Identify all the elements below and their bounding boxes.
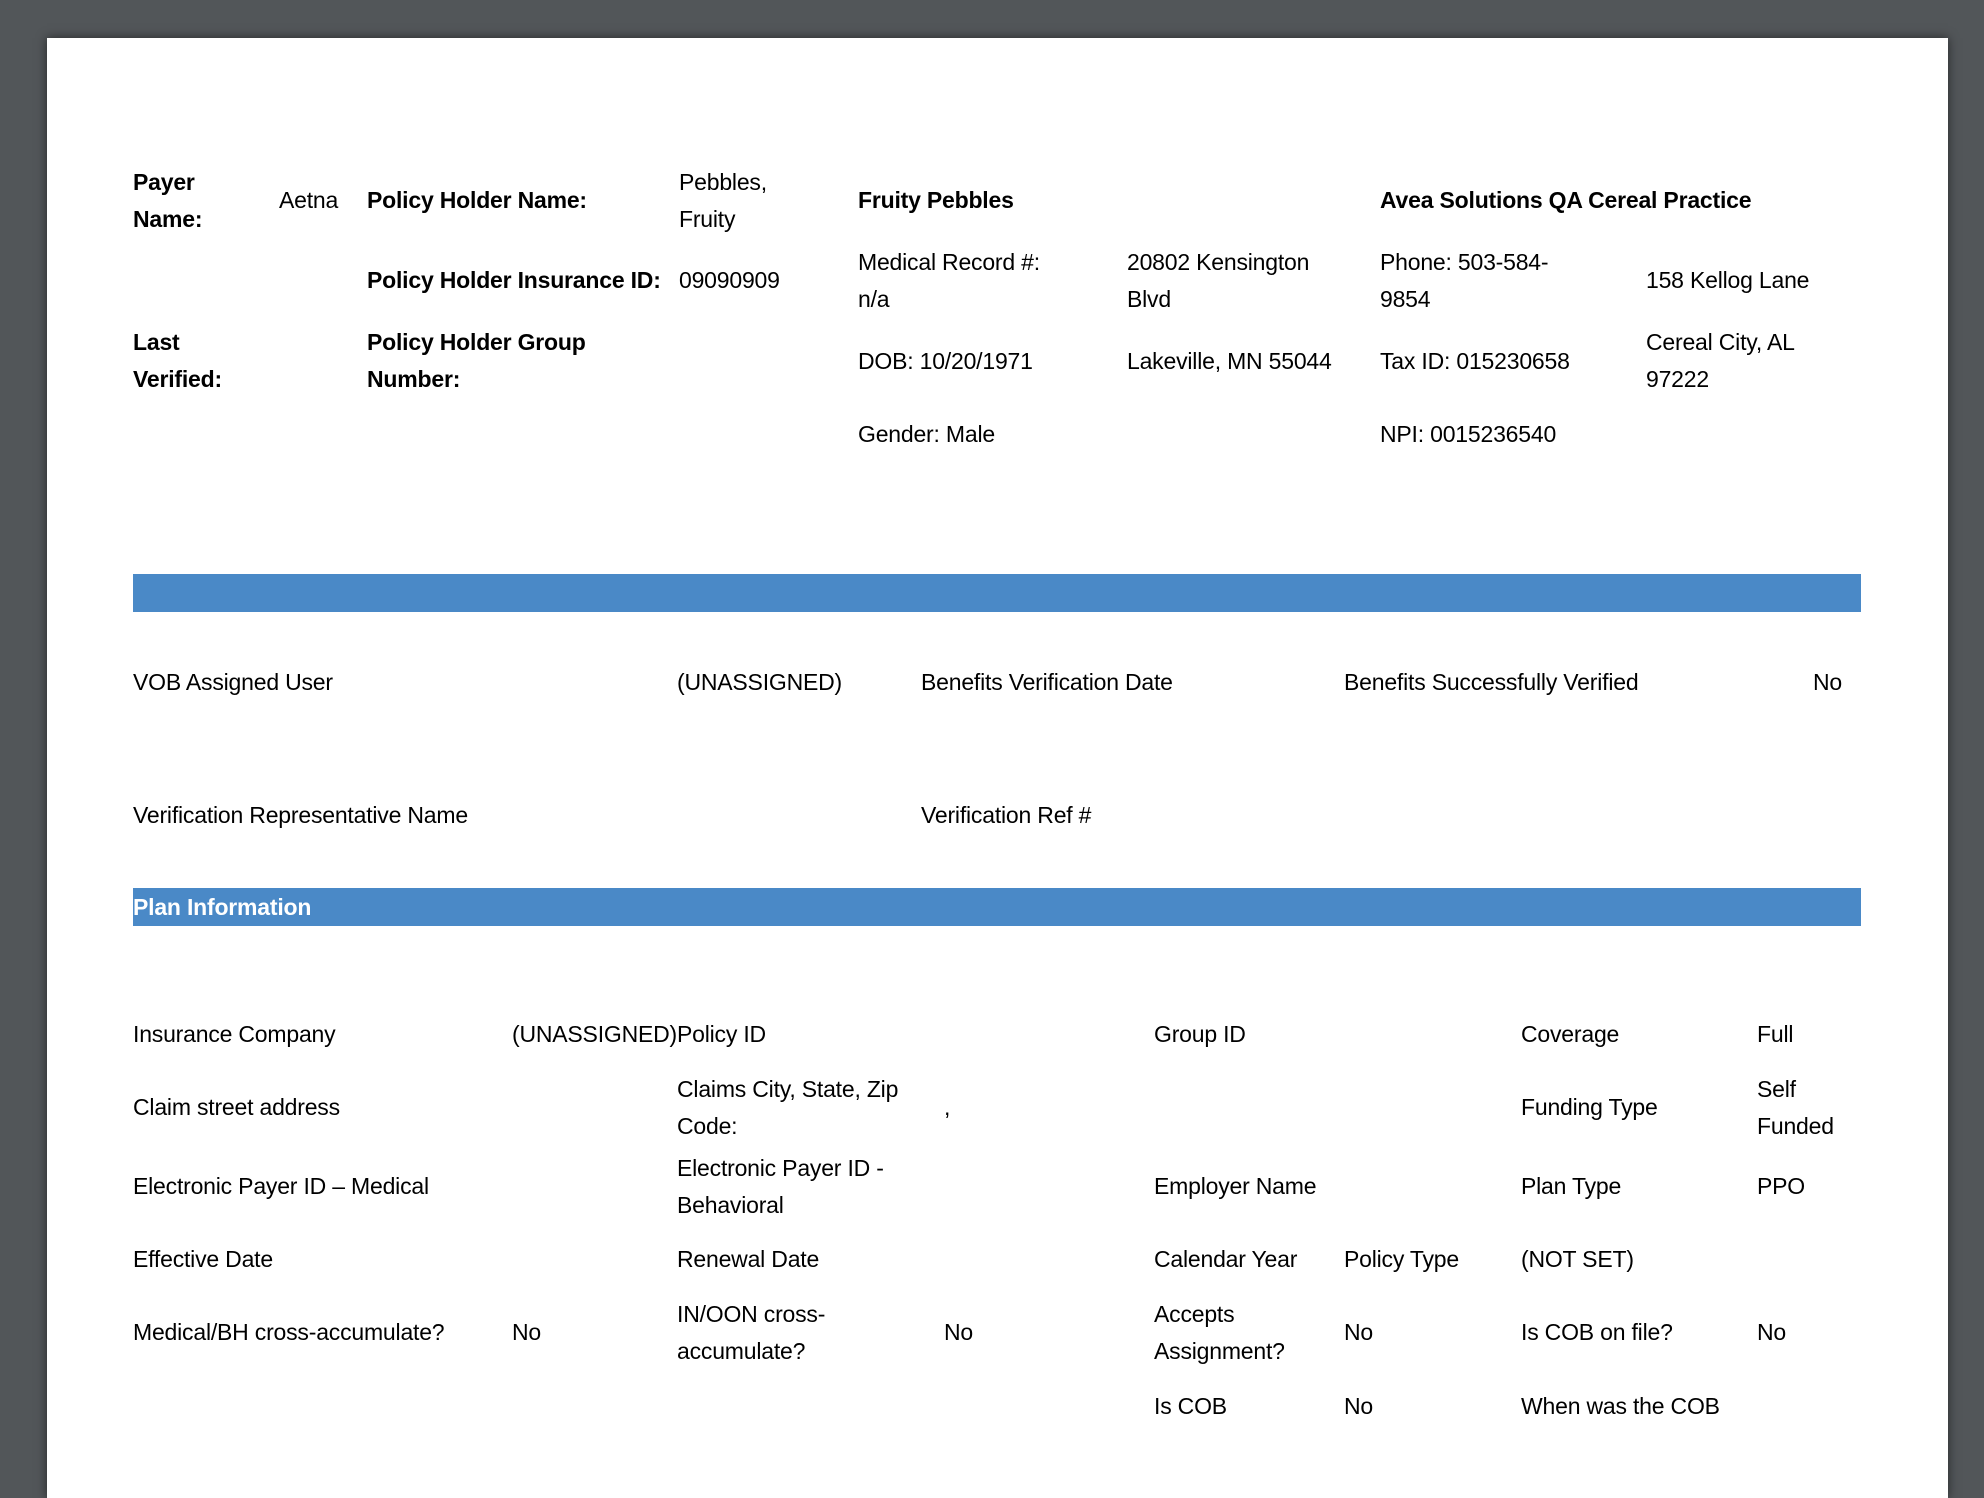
- payer-name-value: Aetna: [279, 187, 339, 213]
- patient-address-line2: Lakeville, MN 55044: [1127, 348, 1332, 374]
- patient-gender: Gender: Male: [858, 421, 995, 447]
- patient-address-line1-cont: Blvd: [1127, 286, 1171, 312]
- benefits-successfully-verified-value: No: [1813, 669, 1843, 695]
- policy-holder-name-value: Pebbles,: [679, 169, 767, 195]
- practice-address-line2: Cereal City, AL: [1646, 329, 1795, 355]
- is-cob-label: Is COB: [1154, 1393, 1227, 1419]
- patient-dob: DOB: 10/20/1971: [858, 348, 1033, 374]
- policy-type-label: Policy Type: [1344, 1246, 1459, 1272]
- coverage-value: Full: [1757, 1021, 1794, 1047]
- group-id-label: Group ID: [1154, 1021, 1246, 1047]
- verification-section-bar: [133, 574, 1861, 612]
- last-verified-label: Last: [133, 329, 180, 355]
- insurance-company-label: Insurance Company: [133, 1021, 336, 1047]
- claims-city-label-cont: Code:: [677, 1113, 738, 1139]
- epid-behavioral-label-cont: Behavioral: [677, 1192, 784, 1218]
- medical-bh-cross-value: No: [512, 1319, 542, 1345]
- policy-holder-group-label-line2: Number:: [367, 366, 461, 392]
- policy-id-label: Policy ID: [677, 1021, 766, 1047]
- vob-assigned-user-label: VOB Assigned User: [133, 669, 333, 695]
- practice-address-line2-cont: 97222: [1646, 366, 1709, 392]
- funding-type-label: Funding Type: [1521, 1094, 1658, 1120]
- claims-city-label: Claims City, State, Zip: [677, 1076, 899, 1102]
- medical-record-label: Medical Record #:: [858, 249, 1040, 275]
- plan-type-label: Plan Type: [1521, 1173, 1622, 1199]
- in-oon-cross-label: IN/OON cross-: [677, 1301, 826, 1327]
- epid-medical-label: Electronic Payer ID – Medical: [133, 1173, 429, 1199]
- accepts-assignment-label-cont: Assignment?: [1154, 1338, 1285, 1364]
- practice-tax-id: Tax ID: 015230658: [1380, 348, 1570, 374]
- cob-on-file-label: Is COB on file?: [1521, 1319, 1673, 1345]
- policy-holder-name-value-line2: Fruity: [679, 206, 736, 232]
- in-oon-cross-value: No: [944, 1319, 974, 1345]
- policy-type-value: (NOT SET): [1521, 1246, 1634, 1272]
- payer-name-label-line2: Name:: [133, 206, 203, 232]
- funding-type-value-cont: Funded: [1757, 1113, 1834, 1139]
- medical-bh-cross-label: Medical/BH cross-accumulate?: [133, 1319, 445, 1345]
- claim-street-address-label: Claim street address: [133, 1094, 340, 1120]
- last-verified-label-line2: Verified:: [133, 366, 222, 392]
- medical-record-value: n/a: [858, 286, 890, 312]
- verification-rep-name-label: Verification Representative Name: [133, 802, 468, 828]
- policy-holder-insurance-id-label: Policy Holder Insurance ID:: [367, 267, 661, 293]
- practice-npi: NPI: 0015236540: [1380, 421, 1557, 447]
- accepts-assignment-label: Accepts: [1154, 1301, 1235, 1327]
- payer-name-label: Payer: [133, 169, 195, 195]
- verification-ref-label: Verification Ref #: [921, 802, 1092, 828]
- benefits-verification-date-label: Benefits Verification Date: [921, 669, 1173, 695]
- policy-holder-group-label: Policy Holder Group: [367, 329, 586, 355]
- vob-assigned-user-value: (UNASSIGNED): [677, 669, 843, 695]
- plan-information-title: Plan Information: [133, 894, 312, 920]
- claims-city-value: ,: [944, 1094, 951, 1120]
- employer-name-label: Employer Name: [1154, 1173, 1317, 1199]
- renewal-date-label: Renewal Date: [677, 1246, 820, 1272]
- practice-name: Avea Solutions QA Cereal Practice: [1380, 187, 1752, 213]
- patient-address-line1: 20802 Kensington: [1127, 249, 1310, 275]
- is-cob-value: No: [1344, 1393, 1374, 1419]
- cob-on-file-value: No: [1757, 1319, 1787, 1345]
- funding-type-value: Self: [1757, 1076, 1796, 1102]
- epid-behavioral-label: Electronic Payer ID -: [677, 1155, 884, 1181]
- benefits-successfully-verified-label: Benefits Successfully Verified: [1344, 669, 1639, 695]
- document-page: [47, 38, 1948, 1498]
- in-oon-cross-label-cont: accumulate?: [677, 1338, 806, 1364]
- practice-phone: Phone: 503-584-: [1380, 249, 1549, 275]
- practice-phone-cont: 9854: [1380, 286, 1431, 312]
- accepts-assignment-value: No: [1344, 1319, 1374, 1345]
- policy-holder-insurance-id-value: 09090909: [679, 267, 780, 293]
- policy-holder-name-label: Policy Holder Name:: [367, 187, 587, 213]
- effective-date-label: Effective Date: [133, 1246, 273, 1272]
- patient-name: Fruity Pebbles: [858, 187, 1014, 213]
- coverage-label: Coverage: [1521, 1021, 1620, 1047]
- calendar-year-label: Calendar Year: [1154, 1246, 1298, 1272]
- when-cob-label: When was the COB: [1521, 1393, 1720, 1419]
- practice-address-line1: 158 Kellog Lane: [1646, 267, 1810, 293]
- insurance-company-value: (UNASSIGNED): [512, 1021, 678, 1047]
- plan-information-bar: [133, 888, 1861, 926]
- plan-type-value: PPO: [1757, 1173, 1805, 1199]
